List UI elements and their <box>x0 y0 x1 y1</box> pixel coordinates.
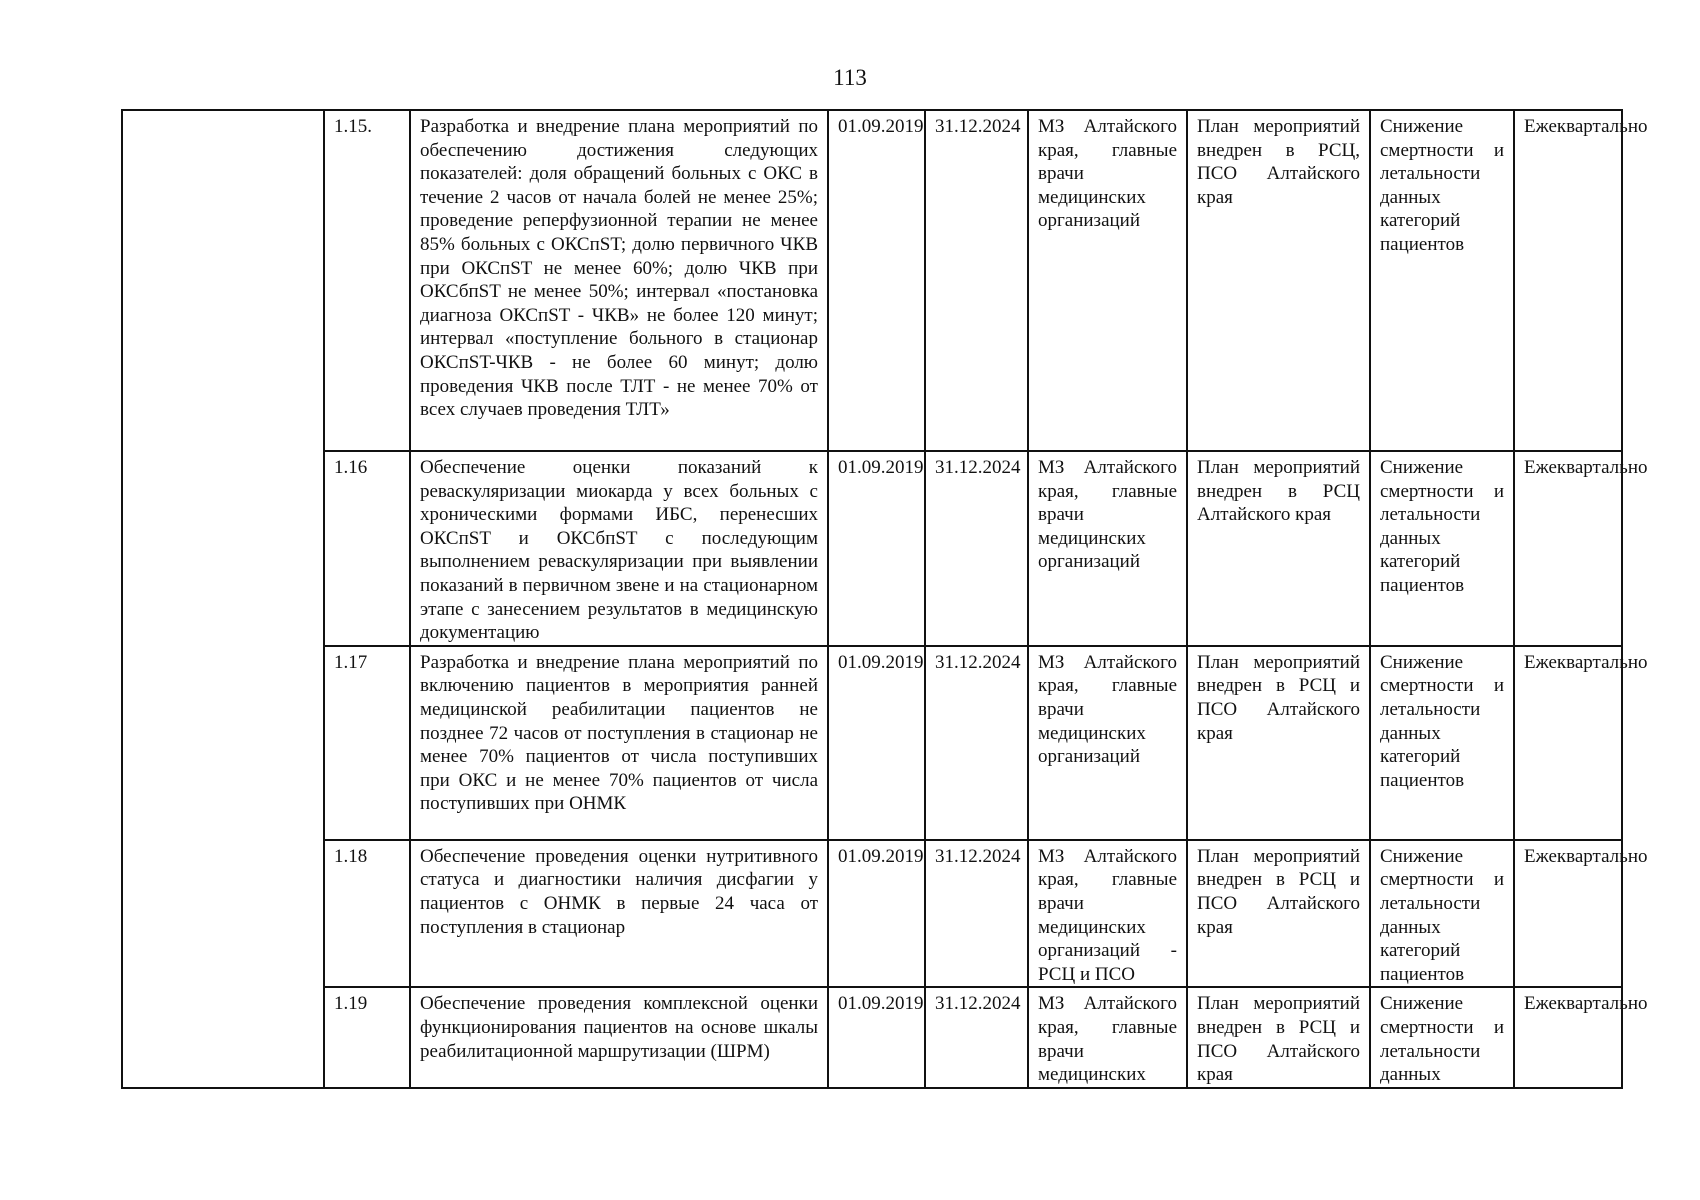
frequency: Ежеквартально <box>1514 987 1622 1087</box>
measure-description: Обеспечение оценки показаний к реваскуляризации миокарда у всех больных с хроническими формами ИБС, перенесших ОКСпST и ОКСбпST с последующим выполнением реваскуляризации при выявлении показаний в первичном звене и на стационарном этапе с занесением результатов в медицинскую документацию <box>410 451 828 646</box>
measure-description: Разработка и внедрение плана мероприятий по включению пациентов в мероприятия ранней медицинской реабилитации пациентов не позднее 72 часов от поступления в стационар не менее 70% пациентов от числа поступивших при ОКС и не менее 70% пациентов от числа поступивших при ОНМК <box>410 646 828 840</box>
responsible: МЗ Алтайского края, главные врачи медицинских организаций <box>1028 451 1187 646</box>
frequency: Ежеквартально <box>1514 646 1622 840</box>
responsible: МЗ Алтайского края, главные врачи медицинских организаций - РСЦ и ПСО <box>1028 840 1187 988</box>
effect: Снижение смертности и летальности данных <box>1370 987 1514 1087</box>
responsible: МЗ Алтайского края, главные врачи медицинских организаций <box>1028 110 1187 451</box>
table-row <box>122 987 1622 1087</box>
frequency: Ежеквартально <box>1514 451 1622 646</box>
frequency: Ежеквартально <box>1514 840 1622 988</box>
start-date: 01.09.2019 <box>828 110 925 451</box>
result: План мероприятий внедрен в РСЦ Алтайского края <box>1187 451 1370 646</box>
result: План мероприятий внедрен в РСЦ и ПСО Алтайского края <box>1187 987 1370 1087</box>
effect: Снижение смертности и летальности данных категорий пациентов <box>1370 451 1514 646</box>
start-date: 01.09.2019 <box>828 451 925 646</box>
effect: Снижение смертности и летальности данных категорий пациентов <box>1370 840 1514 988</box>
measures-table <box>121 109 1648 1089</box>
end-date: 31.12.2024 <box>925 110 1028 451</box>
row-number: 1.18 <box>324 840 410 988</box>
end-date: 31.12.2024 <box>925 840 1028 988</box>
effect: Снижение смертности и летальности данных категорий пациентов <box>1370 110 1514 451</box>
end-date: 31.12.2024 <box>925 451 1028 646</box>
start-date: 01.09.2019 <box>828 987 925 1087</box>
table-row <box>122 840 1622 988</box>
table-row <box>122 110 1622 451</box>
result: План мероприятий внедрен в РСЦ и ПСО Алтайского края <box>1187 840 1370 988</box>
row-number: 1.17 <box>324 646 410 840</box>
frequency: Ежеквартально <box>1514 110 1622 451</box>
start-date: 01.09.2019 <box>828 646 925 840</box>
empty-column <box>122 110 324 1088</box>
start-date: 01.09.2019 <box>828 840 925 988</box>
table-row <box>122 451 1622 646</box>
result: План мероприятий внедрен в РСЦ, ПСО Алтайского края <box>1187 110 1370 451</box>
measure-description: Обеспечение проведения оценки нутритивного статуса и диагностики наличия дисфагии у пациентов с ОНМК в первые 24 часа от поступления в стационар <box>410 840 828 988</box>
row-number: 1.16 <box>324 451 410 646</box>
result: План мероприятий внедрен в РСЦ и ПСО Алтайского края <box>1187 646 1370 840</box>
row-number: 1.19 <box>324 987 410 1087</box>
end-date: 31.12.2024 <box>925 987 1028 1087</box>
row-number: 1.15. <box>324 110 410 451</box>
end-date: 31.12.2024 <box>925 646 1028 840</box>
responsible: МЗ Алтайского края, главные врачи медицинских организаций <box>1028 646 1187 840</box>
effect: Снижение смертности и летальности данных категорий пациентов <box>1370 646 1514 840</box>
measure-description: Обеспечение проведения комплексной оценки функционирования пациентов на основе шкалы реабилитационной маршрутизации (ШРМ) <box>410 987 828 1087</box>
page-number: 113 <box>833 65 867 90</box>
table-row <box>122 646 1622 840</box>
responsible: МЗ Алтайского края, главные врачи медицинских <box>1028 987 1187 1087</box>
measure-description: Разработка и внедрение плана мероприятий по обеспечению достижения следующих показателей: доля обращений больных с ОКС в течение 2 часов от начала болей не менее 25%; проведение реперфузионной терапии не менее 85% больных с ОКСпST; долю первичного ЧКВ при ОКСпST не менее 60%; долю ЧКВ при ОКСбпST не менее 50%; интервал «постановка диагноза ОКСпST - ЧКВ» не более 120 минут; интервал «поступление больного в стационар ОКСпST-ЧКВ - не более 60 минут; долю проведения ЧКВ после ТЛТ - не менее 70% от всех случаев проведения ТЛТ» <box>410 110 828 451</box>
